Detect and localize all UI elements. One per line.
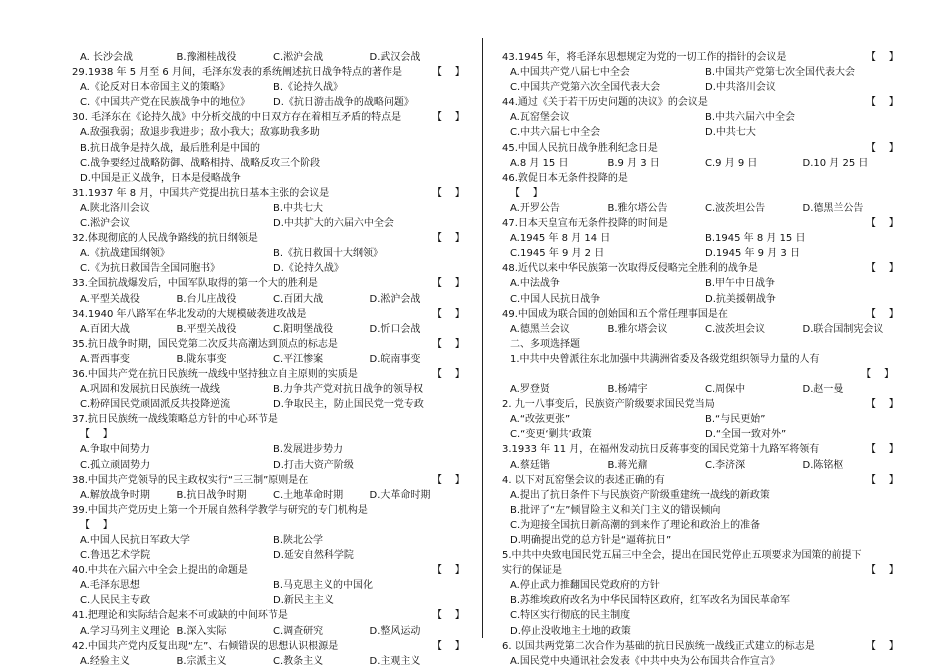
answer-bracket: 【 】	[432, 640, 465, 652]
answer-bracket: 【 】	[432, 474, 465, 486]
answer-bracket: 【 】	[866, 263, 899, 275]
answer-option: C.中国人民抗日战争	[510, 293, 601, 305]
answer-option: A. 长沙会战	[80, 52, 134, 63]
text-line: C.为迎接全国抗日新高潮的到来作了理论和政治上的准备	[510, 519, 761, 531]
option-row	[502, 382, 900, 397]
answer-option: C.鲁迅艺术学院	[80, 550, 151, 562]
option-row	[72, 458, 466, 473]
answer-option: C.1945 年 9 月 2 日	[510, 248, 605, 260]
text-line: B.抗日战争是持久战，最后胜利是中国的	[80, 142, 261, 154]
question-text: 47.日本天皇宣布无条件投降的时间是	[502, 218, 668, 230]
question-line	[72, 307, 466, 322]
option-row	[72, 95, 466, 110]
text-line: C.特区实行彻底的民主制度	[510, 610, 631, 622]
answer-option: D.中共七大	[705, 127, 756, 139]
option-row	[72, 548, 466, 563]
question-line	[72, 503, 466, 518]
answer-option: A.“改弦更张”	[510, 414, 571, 426]
answer-option: B.台儿庄战役	[176, 293, 237, 305]
option-row	[72, 654, 466, 669]
answer-option: D.新民主主义	[273, 595, 334, 607]
option-row	[72, 533, 466, 548]
option-row	[502, 427, 900, 442]
answer-option: A.中国人民抗日军政大学	[80, 535, 190, 546]
option-row	[502, 246, 900, 261]
option-row	[502, 292, 900, 307]
answer-bracket: 【 】	[432, 112, 465, 124]
answer-option: B.平型关战役	[176, 323, 237, 335]
question-text: 46.敦促日本无条件投降的是	[502, 172, 628, 184]
option-row	[72, 322, 466, 337]
answer-option: B.力争共产党对抗日战争的领导权	[273, 384, 424, 396]
question-text: 44.通过《关于若干历史问题的决议》的会议是	[502, 97, 708, 109]
answer-option: C.阳明堡战役	[273, 323, 334, 335]
answer-bracket: 【 】	[432, 233, 465, 245]
question-line	[72, 367, 466, 382]
option-row	[72, 382, 466, 397]
answer-option: A.毛泽东思想	[80, 580, 140, 592]
answer-option: D.争取民主，防止国民党一党专政	[273, 399, 424, 411]
question-text: 45.中国人民抗日战争胜利纪念日是	[502, 142, 658, 154]
question-text: 29.1938 年 5 月至 6 月间，毛泽东发表的系统阐述抗日战争特点的著作是	[72, 67, 402, 79]
option-row	[72, 80, 466, 95]
answer-option: B.马克思主义的中国化	[273, 580, 374, 592]
answer-option: C.《为抗日救国告全国同胞书》	[80, 263, 221, 275]
answer-option: B.1945 年 8 月 15 日	[705, 233, 806, 245]
answer-option: B.蒋光鼐	[607, 459, 648, 471]
answer-option: D.“全国一致对外”	[705, 429, 787, 441]
option-row	[72, 624, 466, 639]
question-text: 34.1940 年八路军在华北发动的大规模破袭进攻战是	[72, 308, 307, 320]
option-row	[502, 276, 900, 291]
answer-bracket: 【 】	[866, 142, 899, 154]
answer-bracket: 【 】	[432, 368, 465, 380]
option-row	[72, 216, 466, 231]
answer-option: B.豫湘桂战役	[176, 52, 237, 63]
answer-option: A.巩固和发展抗日民族统一战线	[80, 384, 220, 396]
answer-option: D.皖南事变	[369, 353, 421, 365]
answer-option: C.孤立顽固势力	[80, 459, 151, 471]
answer-option: D.联合国制宪会议	[802, 323, 884, 335]
answer-option: A.瓦窑堡会议	[510, 112, 570, 124]
answer-bracket: 【 】	[866, 444, 899, 456]
answer-bracket: 【 】	[866, 640, 899, 652]
answer-option: B.中国共产党第七次全国代表大会	[705, 67, 856, 79]
question-text: 2. 九一八事变后，民族资产阶级要求国民党当局	[502, 399, 715, 411]
answer-option: A.中国共产党八届七中全会	[510, 67, 630, 79]
text-line: 1.中共中央曾派往东北加强中共满洲省委及各级党组织领导力量的人有	[510, 353, 820, 365]
answer-option: B.发展进步势力	[273, 444, 344, 456]
answer-bracket: 【 】	[432, 187, 465, 199]
answer-option: C.淞沪会议	[80, 218, 131, 230]
question-text: 37.抗日民族统一战线策略总方针的中心环节是	[72, 414, 278, 426]
question-line	[72, 337, 466, 352]
answer-option: A.晋西事变	[80, 353, 130, 365]
text-line: A.提出了抗日条件下与民族资产阶级重建统一战线的新政策	[510, 489, 770, 501]
answer-option: A.学习马列主义理论	[80, 625, 170, 637]
answer-option: D.中共扩大的六届六中全会	[273, 218, 394, 230]
question-line	[502, 171, 900, 186]
question-line	[72, 563, 466, 578]
answer-option: C.中国共产党第六次全国代表大会	[510, 82, 661, 94]
answer-option: C.9 月 9 日	[705, 157, 758, 169]
answer-option: C.百团大战	[273, 293, 324, 305]
answer-option: A.平型关战役	[80, 293, 140, 305]
answer-bracket: 【 】	[432, 308, 465, 320]
option-row	[502, 110, 900, 125]
answer-option: A.罗登贤	[510, 384, 550, 396]
answer-option: B.杨靖宇	[607, 384, 648, 396]
answer-bracket: 【 】	[432, 610, 465, 622]
question-line	[72, 412, 466, 427]
answer-option: B.陕北公学	[273, 535, 324, 546]
answer-option: B.深入实际	[176, 625, 227, 637]
answer-bracket: 【 】	[510, 187, 543, 199]
answer-option: D.《论持久战》	[273, 263, 344, 275]
answer-option: D.陈铭枢	[802, 459, 844, 471]
question-line	[72, 276, 466, 291]
question-text: 36.中国共产党在抗日民族统一战线中坚持独立自主原则的实质是	[72, 368, 358, 380]
question-text: 32.体现彻底的人民战争路线的抗日纲领是	[72, 233, 258, 245]
answer-bracket: 【 】	[866, 218, 899, 230]
answer-option: B.抗日战争时期	[176, 489, 247, 501]
question-line	[502, 141, 900, 156]
answer-option: B.雅尔塔公告	[607, 202, 668, 214]
option-row	[72, 397, 466, 412]
answer-bracket: 【 】	[80, 519, 113, 531]
option-row	[72, 593, 466, 608]
question-line	[502, 307, 900, 322]
answer-bracket: 【 】	[866, 565, 899, 577]
answer-option: D.中共洛川会议	[705, 82, 776, 94]
answer-bracket	[866, 171, 900, 186]
answer-option: C.平江惨案	[273, 353, 324, 365]
answer-option: A.蔡廷锴	[510, 459, 550, 471]
answer-option: D.打击大资产阶级	[273, 459, 354, 471]
question-text: 40.中共在六届六中全会上提出的命题是	[72, 565, 248, 577]
answer-option: B.9 月 3 日	[607, 157, 660, 169]
answer-option: A.解放战争时期	[80, 489, 150, 501]
answer-option: C.粉碎国民党顽固派反共投降逆流	[80, 399, 231, 411]
answer-option: A.《抗战建国纲领》	[80, 248, 170, 260]
question-line	[502, 397, 900, 412]
answer-bracket: 【 】	[866, 97, 899, 109]
answer-option: C.人民民主专政	[80, 595, 151, 607]
answer-option: D.整风运动	[369, 625, 421, 637]
answer-option: A.经验主义	[80, 655, 130, 667]
question-text: 31.1937 年 8 月，中国共产党提出抗日基本主张的会议是	[72, 187, 330, 199]
question-line	[72, 473, 466, 488]
answer-option: C.波茨坦公告	[705, 202, 766, 214]
option-row	[502, 65, 900, 80]
answer-bracket	[432, 412, 466, 427]
text-line: C.战争要经过战略防御、战略相持、战略反攻三个阶段	[80, 157, 321, 169]
question-text: 35.抗日战争时期，国民党第二次反共高潮达到顶点的标志是	[72, 338, 338, 350]
text-line: A.敌强我弱；敌退步我进步；敌小我大；敌寡助我多助	[80, 127, 320, 139]
answer-option: C.《中国共产党在民族战争中的地位》	[80, 97, 251, 109]
text-line: D.明确提出党的总方针是“逼蒋抗日”	[510, 535, 672, 546]
answer-bracket: 【 】	[432, 338, 465, 350]
answer-option: B.陇东事变	[176, 353, 227, 365]
question-text: 48.近代以来中华民族第一次取得反侵略完全胜利的战争是	[502, 263, 758, 275]
answer-option: C.调查研究	[273, 625, 324, 637]
option-row	[502, 231, 900, 246]
answer-option: A.陕北洛川会议	[80, 202, 150, 214]
question-line	[72, 65, 466, 80]
left-column	[72, 50, 466, 669]
answer-option: B.《抗日救国十大纲领》	[273, 248, 384, 260]
answer-option: D.延安自然科学院	[273, 550, 354, 562]
option-row	[502, 156, 900, 171]
question-line	[72, 231, 466, 246]
question-line	[502, 261, 900, 276]
answer-option: C.教条主义	[273, 655, 324, 667]
option-row	[72, 50, 466, 65]
option-row	[72, 442, 466, 457]
text-line: D.停止没收地主土地的政策	[510, 625, 631, 637]
question-line	[72, 608, 466, 623]
answer-option: A.百团大战	[80, 323, 130, 335]
question-text: 4. 以下对瓦窑堡会议的表述正确的有	[502, 474, 665, 486]
option-row	[72, 246, 466, 261]
answer-option: A.德黑兰会议	[510, 323, 570, 335]
question-line	[502, 639, 900, 654]
question-line	[502, 548, 900, 563]
answer-option: B.雅尔塔会议	[607, 323, 668, 335]
question-line	[502, 442, 900, 457]
answer-option: D.1945 年 9 月 3 日	[705, 248, 800, 260]
answer-option: D.德黑兰公告	[802, 202, 864, 214]
answer-option: B.中共七大	[273, 202, 324, 214]
answer-bracket	[866, 548, 900, 563]
answer-option: D.抗美援朝战争	[705, 293, 776, 305]
question-text: 30. 毛泽东在《论持久战》中分析交战的中日双方存在着相互矛盾的特点是	[72, 112, 402, 124]
option-row	[72, 292, 466, 307]
answer-bracket: 【 】	[866, 308, 899, 320]
question-line	[502, 95, 900, 110]
question-line	[502, 563, 900, 578]
question-text: 41.把理论和实际结合起来不可或缺的中间环节是	[72, 610, 288, 622]
answer-bracket: 【 】	[432, 278, 465, 290]
answer-option: D.淞沪会战	[369, 293, 421, 305]
answer-option: D.赵一曼	[802, 384, 844, 396]
answer-option: C.“变更‘剿共’政策	[510, 429, 592, 441]
answer-option: C.李济深	[705, 459, 746, 471]
option-row	[72, 261, 466, 276]
question-text: 3.1933 年 11 月，在福州发动抗日反蒋事变的国民党第十九路军将领有	[502, 444, 820, 456]
answer-option: D.大革命时期	[369, 489, 431, 501]
option-row	[72, 578, 466, 593]
answer-option: D.忻口会战	[369, 323, 421, 335]
text-line: 二、多项选择题	[510, 338, 580, 350]
answer-option: A.1945 年 8 月 14 日	[510, 233, 611, 245]
option-row	[502, 412, 900, 427]
option-row	[502, 201, 900, 216]
option-row	[502, 458, 900, 473]
question-line	[72, 639, 466, 654]
answer-bracket: 【 】	[80, 429, 113, 441]
answer-bracket: 【 】	[866, 399, 899, 411]
option-row	[502, 125, 900, 140]
answer-option: A.8 月 15 日	[510, 157, 569, 169]
question-line	[502, 473, 900, 488]
question-text: 实行的保证是	[502, 565, 562, 577]
question-text: 42.中国共产党内反复出现“左”、右倾错误的思想认识根源是	[72, 640, 339, 652]
column-divider	[482, 38, 483, 638]
question-text: 43.1945 年，将毛泽东思想规定为党的一切工作的指针的会议是	[502, 52, 787, 63]
option-row	[72, 488, 466, 503]
answer-option: A.中法战争	[510, 278, 560, 290]
option-row	[72, 201, 466, 216]
answer-option: C.周保中	[705, 384, 746, 396]
option-row	[502, 322, 900, 337]
answer-option: A.开罗公告	[510, 202, 560, 214]
text-line: B.苏维埃政府改名为中华民国特区政府，红军改名为国民革命军	[510, 595, 791, 607]
question-line	[72, 186, 466, 201]
option-row	[72, 352, 466, 367]
answer-option: D.武汉会战	[369, 52, 421, 63]
answer-option: D.10 月 25 日	[802, 157, 869, 169]
answer-option: C.波茨坦会议	[705, 323, 766, 335]
text-line: B.批评了“左”倾冒险主义和关门主义的错误倾向	[510, 504, 721, 516]
question-text: 5.中共中央致电国民党五届三中全会，提出在国民党停止五项要求为国策的前提下	[502, 550, 862, 562]
text-line: D.中国是正义战争，日本是侵略战争	[80, 172, 241, 184]
right-column	[502, 50, 900, 669]
option-row	[502, 80, 900, 95]
answer-option: B.甲午中日战争	[705, 278, 776, 290]
answer-option: D.主观主义	[369, 655, 421, 667]
text-line: A.停止武力推翻国民党政府的方针	[510, 580, 660, 592]
answer-option: A.《论反对日本帝国主义的策略》	[80, 82, 230, 94]
answer-option: C.土地革命时期	[273, 489, 344, 501]
text-line: A.国民党中央通讯社会发表《中共中央为公布国共合作宣言》	[510, 655, 780, 667]
answer-bracket	[432, 503, 466, 518]
answer-bracket: 【 】	[432, 67, 465, 79]
answer-option: B.《论持久战》	[273, 82, 344, 94]
question-text: 39.中国共产党历史上第一个开展自然科学教学与研究的专门机构是	[72, 504, 368, 516]
answer-bracket: 【 】	[866, 474, 899, 486]
answer-option: B.中共六届六中全会	[705, 112, 796, 124]
answer-option: A.争取中间势力	[80, 444, 150, 456]
question-text: 6. 以国共两党第二次合作为基础的抗日民族统一战线正式建立的标志是	[502, 640, 815, 652]
question-text: 33.全国抗战爆发后，中国军队取得的第一个大的胜利是	[72, 278, 318, 290]
answer-option: C.中共六届七中全会	[510, 127, 601, 139]
question-line	[72, 110, 466, 125]
answer-bracket: 【 】	[866, 52, 899, 63]
answer-option: B.“与民更始”	[705, 414, 766, 426]
answer-option: D.《抗日游击战争的战略问题》	[273, 97, 414, 109]
answer-option: B.宗派主义	[176, 655, 227, 667]
answer-bracket: 【 】	[432, 565, 465, 577]
answer-bracket: 【 】	[861, 368, 894, 380]
answer-option: C.淞沪会战	[273, 52, 324, 63]
question-text: 49.中国成为联合国的创始国和五个常任理事国是在	[502, 308, 728, 320]
question-line	[502, 216, 900, 231]
question-text: 38.中国共产党领导的民主政权实行“三三制”原则是在	[72, 474, 309, 486]
question-line	[502, 50, 900, 65]
